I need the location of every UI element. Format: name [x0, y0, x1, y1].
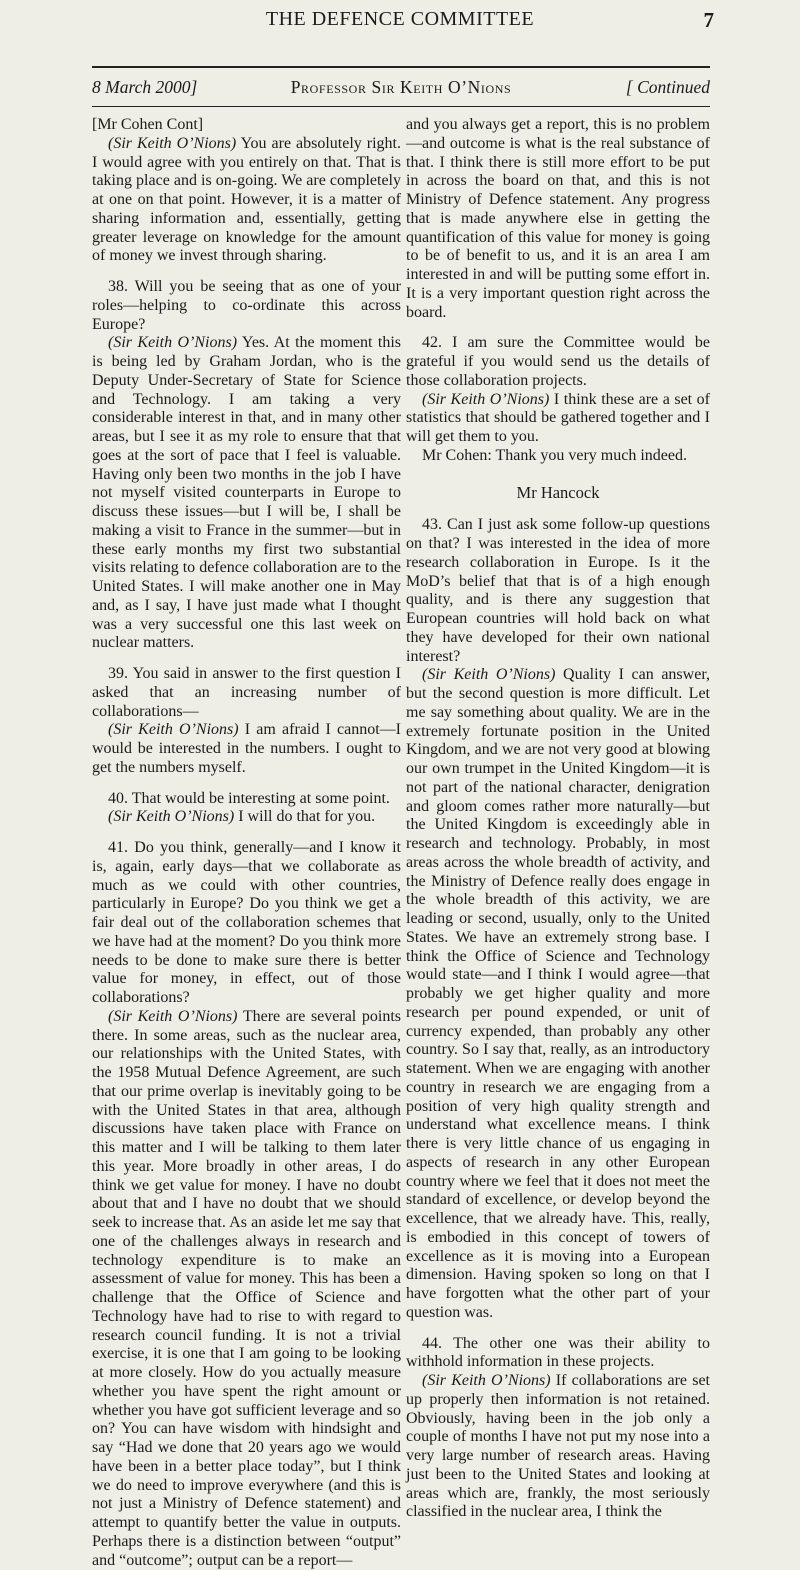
witness-attribution: (Sir Keith O’Nions)	[422, 390, 550, 408]
subhead	[92, 77, 710, 101]
paragraph	[92, 135, 401, 266]
paragraph	[92, 1008, 401, 1570]
paragraph-text: 43. Can I just ask some follow-up questions on that? I was interested in the idea of more research collaboration in Europe. Is it the MoD’s belief that that is of a high enough quality, and is there any suggestion that European countries will hold back on what they have developed for their own national interest?	[406, 516, 710, 665]
left-column	[92, 116, 401, 1570]
paragraph-text: Yes. At the moment this is being led by Graham Jordan, who is the Deputy Under-Secretary of State for Science and Technology. I am taking a very considerable interest in that, and in many other areas, but I see it as my role to ensure that that goes at the sort of pace that I feel is valuable. Having only been two months in the job I have not myself visited counterparts in Europe to discuss these issues—but I will be, I shall be making a visit to France in the summer—but in these early months my first two substantial visits relating to defence collaboration are to the United States. I will make another one in May and, as I say, I have just made what I thought was a very successful one this last week on nuclear matters.	[92, 334, 402, 652]
left-paragraphs	[92, 135, 401, 1570]
witness-attribution: (Sir Keith O’Nions)	[108, 334, 238, 352]
witness-attribution: (Sir Keith O’Nions)	[108, 134, 237, 152]
paragraph-text: I will do that for you.	[234, 808, 376, 826]
witness-name: Professor Sir Keith O’Nions	[290, 77, 512, 97]
paragraph	[406, 447, 710, 466]
paragraph	[406, 1372, 710, 1522]
paragraph	[406, 516, 710, 666]
paragraph-text: Mr Cohen: Thank you very much indeed.	[422, 446, 687, 464]
paragraph-text: and you always get a report, this is no problem—and outcome is what is the real substance of that. I think there is still more effort to be put in across the board on that, and this is not Ministry of Defence statement. Any progress that is made anywhere else in getting the quantification of this value for money is going to be of benefit to us, and it is an area I am interested in and will be putting some effort in. It is a very important question right across the board.	[406, 116, 710, 321]
paragraph	[406, 334, 710, 390]
sitting-date: 8 March 2000]	[92, 77, 198, 97]
paragraph-text: You are absolutely right. I would agree with you entirely on that. That is taking place and is on-going. We are completely at one on that point. However, it is a matter of sharing information and, essentially, getting greater leverage on knowledge for the amount of money we invest through sharing.	[92, 134, 401, 265]
right-column	[406, 116, 710, 1522]
witness-attribution: (Sir Keith O’Nions)	[422, 666, 556, 684]
paragraph	[92, 839, 401, 1008]
witness-attribution: (Sir Keith O’Nions)	[108, 808, 235, 826]
paragraph	[92, 790, 401, 809]
paragraph-text: I am afraid I cannot—I would be interested in the numbers. I ought to get the numbers myself.	[92, 721, 402, 776]
paragraph-text: 41. Do you think, generally—and I know it is, again, early days—that we collaborate as much as we could with other countries, particularly in Europe? Do you think we get a fair deal out of the collaboration schemes that we have had at the moment? Do you think more needs to be done to make sure there is better value for money, in effect, out of those collaborations?	[92, 839, 401, 1006]
paragraph	[406, 1335, 710, 1373]
paragraph	[406, 391, 710, 447]
speaker-heading: Mr Hancock	[516, 482, 600, 502]
paragraph-text: I think these are a set of statistics that should be gathered together and I will get them to you.	[406, 390, 711, 445]
paragraph	[92, 278, 401, 334]
paragraph-text: There are several points there. In some areas, such as the nuclear area, our relationships with the United States, with the 1958 Mutual Defence Agreement, are such that our prime overlap is inevitably going to be with the United States in that area, although discussions have taken place with France on this matter and I will be talking to them later this year. More broadly in other areas, I do think we get value for money. I have no doubt about that and I have no doubt that we should seek to increase that. As an aside let me say that one of the challenges always in research and technology expenditure is to make an assessment of value for money. This has been a challenge that the Office of Science and Technology have had to rise to with regard to research council funding. It is not a trivial exercise, it is one that I am going to be looking at more closely. How do you actually measure whether you have spent the right amount or whether you have got sufficient leverage and so on? You can have wisdom with hindsight and say “Had we done that 20 years ago we would have been in a better place today”, but I think we do need to improve everywhere (and this is not just a Ministry of Defence statement) and attempt to quantify better the value in outputs. Perhaps there is a distinction between “output” and “outcome”; output can be a report—	[92, 1007, 402, 1569]
continued-label: [ Continued	[625, 77, 710, 97]
paragraph-text: 38. Will you be seeing that as one of your roles—helping to co-ordinate this across Europe?	[92, 278, 401, 333]
running-title: THE DEFENCE COMMITTEE	[265, 8, 535, 30]
paragraph	[92, 808, 401, 827]
paragraph-text: If collaborations are set up properly then information is not retained. Obviously, having been in the job only a couple of months I have not put my nose into a very large number of research areas. Having just been to the United States and looking at areas which are, frankly, the most seriously classified in the nuclear area, I think the	[406, 1372, 710, 1521]
paragraph	[92, 334, 401, 653]
top-rule	[92, 66, 710, 68]
right-paragraphs-before	[406, 116, 710, 466]
paragraph-text: 39. You said in answer to the first question I asked that an increasing number of collaborations—	[92, 665, 401, 720]
paragraph	[92, 665, 401, 721]
witness-attribution: (Sir Keith O’Nions)	[108, 721, 239, 739]
right-paragraphs-after	[406, 516, 710, 1522]
paragraph-text: Quality I can answer, but the second question is more difficult. Let me say something about quality. We are in the extremely fortunate position in the United Kingdom, and we are not very good at blowing our own trumpet in the United Kingdom—it is not part of the national character, denigration and gloom comes rather more naturally—but the United Kingdom is exceedingly able in research and technology. Probably, in most areas across the whole breadth of activity, and the Ministry of Defence really does engage in the whole breadth of this activity, we are leading or second, usually, only to the United States. We have an extremely strong base. I think the Office of Science and Technology would state—and I think I would agree—that probably we get higher quality and more research per pound expended, or unit of currency expended, than probably any other country. So I say that, really, as an introductory statement. When we are engaging with another country in research we are engaging from a position of very high quality strength and understand what excellence means. I think there is very little chance of us engaging in aspects of research in any other European country where we feel that it does not meet the standard of excellence, or develop beyond the excellence, that we already have. This, really, is embodied in this concept of towers of excellence as it is moving into a European dimension. Having spoken so long on that I have forgotten what the other part of your question was.	[406, 666, 711, 1321]
speaker-line: [Mr Cohen Cont]	[92, 116, 204, 133]
paragraph-text: 40. That would be interesting at some point.	[108, 789, 390, 807]
subhead-rule	[92, 106, 710, 107]
paragraph	[92, 721, 401, 777]
paragraph-text: 44. The other one was their ability to withhold information in these projects.	[406, 1334, 710, 1371]
paragraph	[406, 666, 710, 1322]
running-head	[0, 8, 800, 38]
page-number: 7	[703, 8, 714, 32]
paragraph-text: 42. I am sure the Committee would be grateful if you would send us the details of those collaboration projects.	[406, 334, 710, 389]
witness-attribution: (Sir Keith O’Nions)	[422, 1372, 551, 1389]
paragraph	[406, 116, 710, 322]
witness-attribution: (Sir Keith O’Nions)	[108, 1007, 238, 1025]
